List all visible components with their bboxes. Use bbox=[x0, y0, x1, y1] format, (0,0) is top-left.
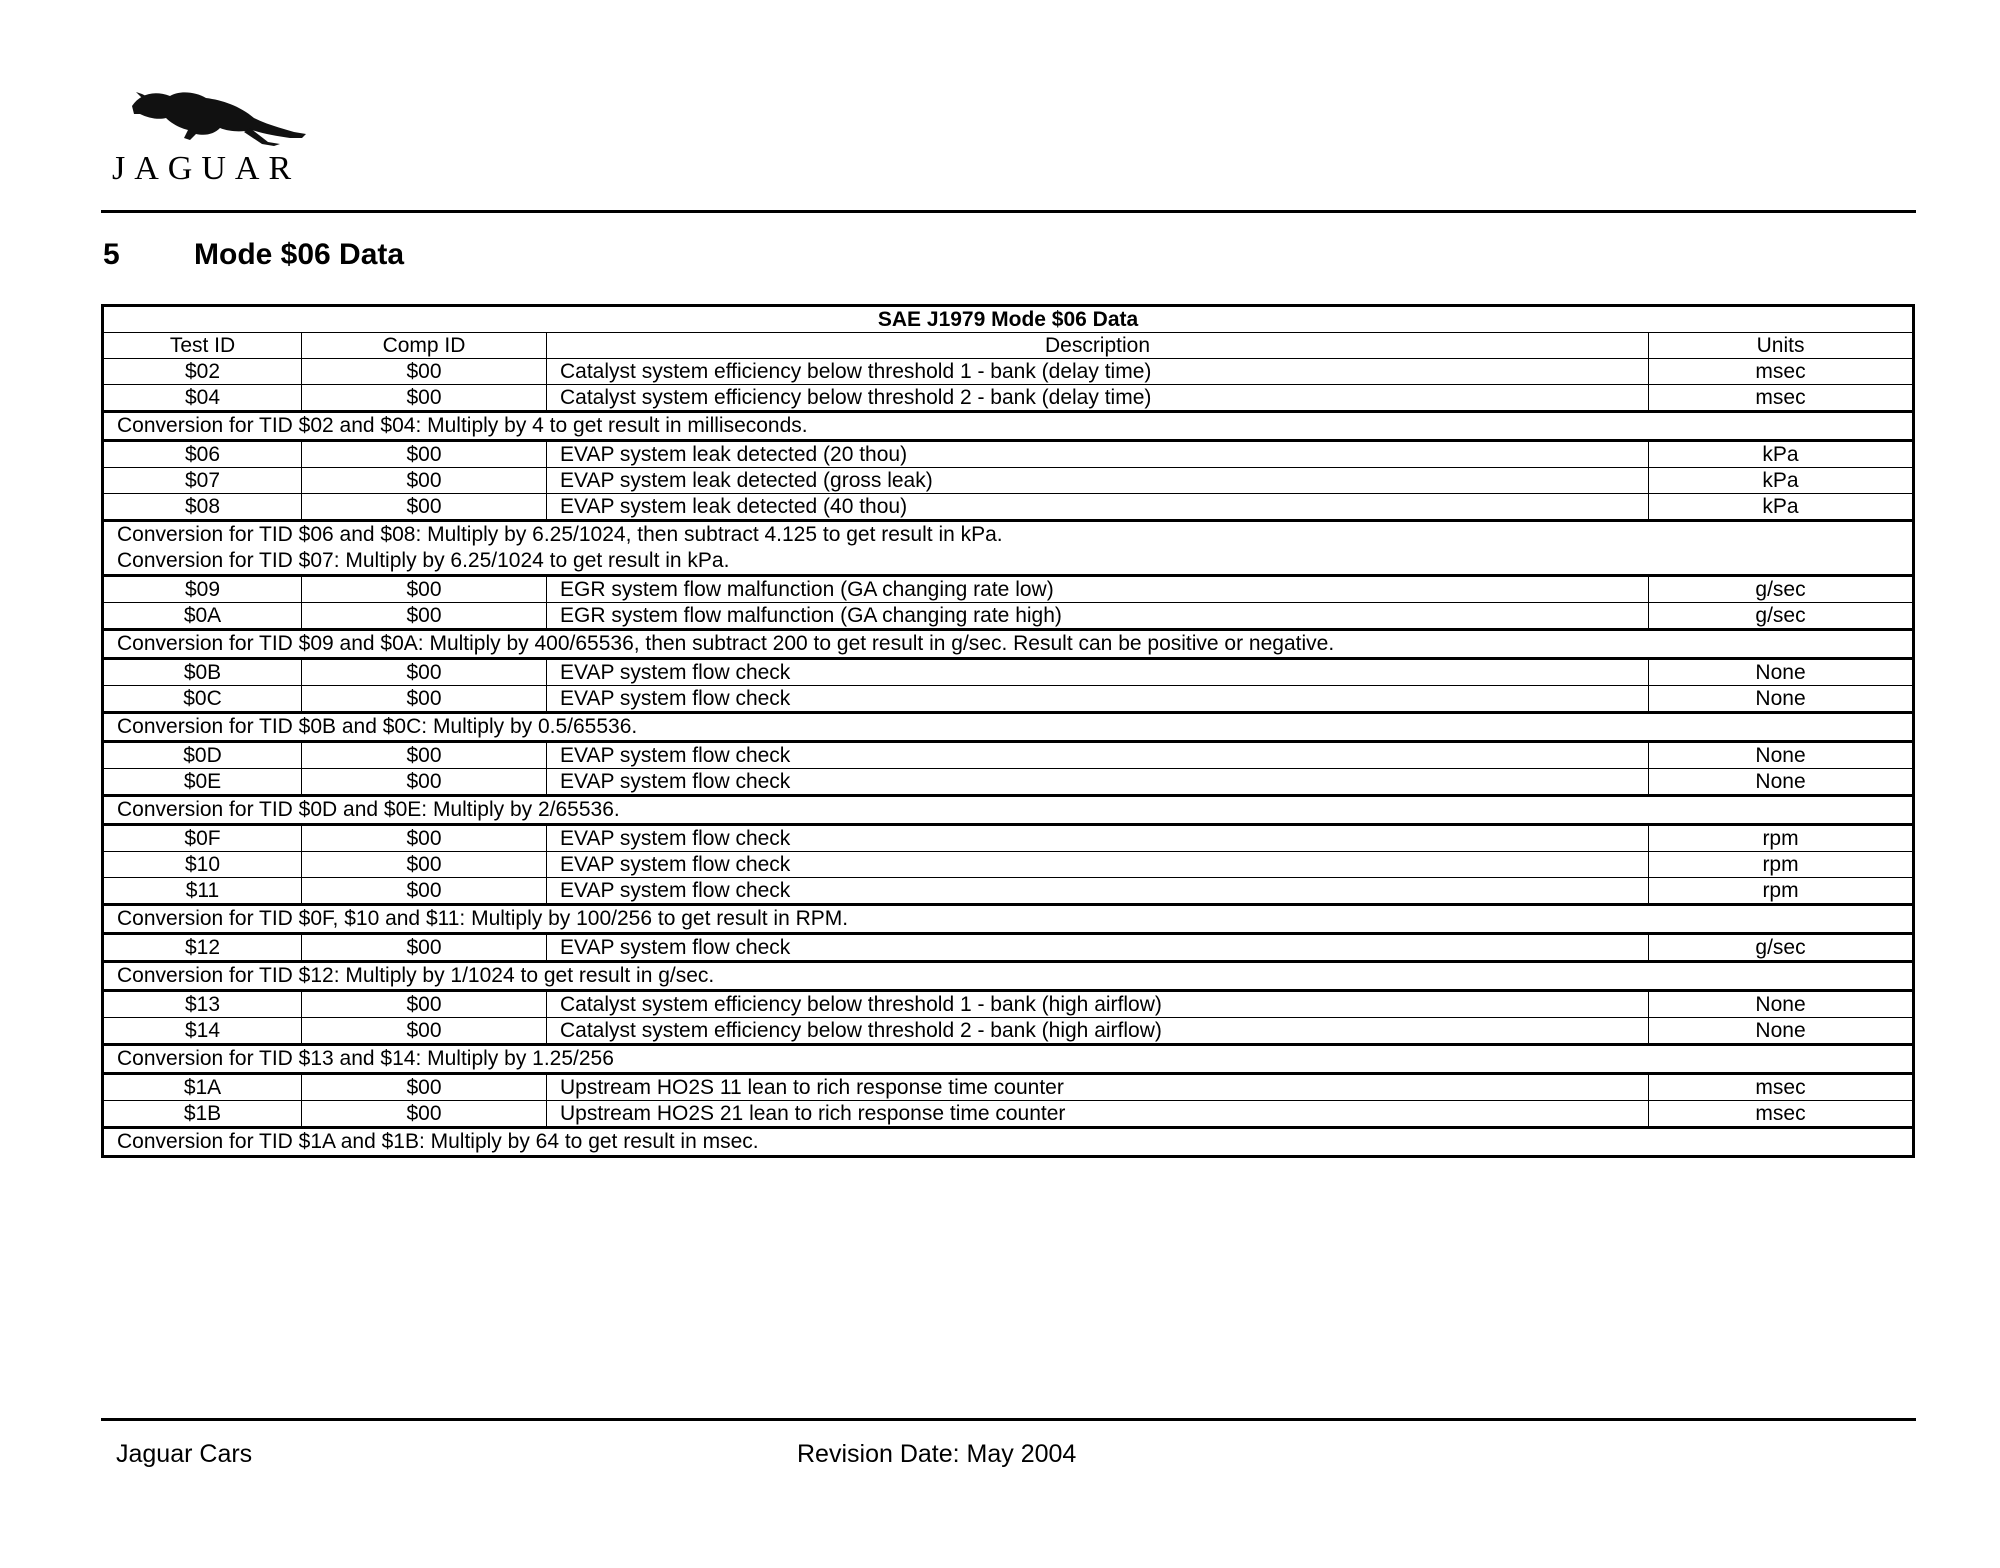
table-row bbox=[103, 385, 1914, 412]
table-header-row bbox=[103, 333, 1914, 359]
cell-comp-id: $00 bbox=[302, 934, 547, 962]
cell-comp-id: $00 bbox=[302, 742, 547, 769]
table-row bbox=[103, 825, 1914, 852]
conversion-note-row bbox=[103, 905, 1914, 934]
table-row bbox=[103, 934, 1914, 962]
cell-description: EVAP system flow check bbox=[547, 659, 1649, 686]
cell-units: None bbox=[1649, 686, 1914, 713]
cell-comp-id: $00 bbox=[302, 468, 547, 494]
cell-comp-id: $00 bbox=[302, 686, 547, 713]
table-row bbox=[103, 441, 1914, 468]
cell-test-id: $13 bbox=[103, 991, 302, 1018]
conversion-note-line: Conversion for TID $13 and $14: Multiply by 1.25/256 bbox=[117, 1047, 614, 1070]
cell-comp-id: $00 bbox=[302, 659, 547, 686]
cell-units: kPa bbox=[1649, 494, 1914, 521]
cell-comp-id: $00 bbox=[302, 878, 547, 905]
cell-comp-id: $00 bbox=[302, 769, 547, 796]
cell-test-id: $0A bbox=[103, 603, 302, 630]
footer-rule bbox=[101, 1418, 1916, 1421]
cell-description: EVAP system flow check bbox=[547, 686, 1649, 713]
cell-units: g/sec bbox=[1649, 576, 1914, 603]
table-row bbox=[103, 1018, 1914, 1045]
table-row bbox=[103, 494, 1914, 521]
cell-description: EVAP system flow check bbox=[547, 878, 1649, 905]
cell-test-id: $1A bbox=[103, 1074, 302, 1101]
cell-comp-id: $00 bbox=[302, 359, 547, 385]
cell-description: EVAP system leak detected (20 thou) bbox=[547, 441, 1649, 468]
cell-description: Catalyst system efficiency below threshold 2 - bank (high airflow) bbox=[547, 1018, 1649, 1045]
cell-test-id: $08 bbox=[103, 494, 302, 521]
cell-description: EGR system flow malfunction (GA changing rate low) bbox=[547, 576, 1649, 603]
cell-test-id: $1B bbox=[103, 1101, 302, 1128]
conversion-note-row bbox=[103, 1045, 1914, 1074]
cell-test-id: $06 bbox=[103, 441, 302, 468]
cell-test-id: $11 bbox=[103, 878, 302, 905]
table-row bbox=[103, 1074, 1914, 1101]
cell-units: msec bbox=[1649, 359, 1914, 385]
conversion-note-line: Conversion for TID $09 and $0A: Multiply by 400/65536, then subtract 200 to get result in g/sec. Result can be positive or negative. bbox=[117, 632, 1335, 655]
table-row bbox=[103, 769, 1914, 796]
cell-units: g/sec bbox=[1649, 603, 1914, 630]
footer-revision-date: Revision Date: May 2004 bbox=[797, 1440, 1077, 1468]
cell-test-id: $0C bbox=[103, 686, 302, 713]
header-rule bbox=[101, 210, 1916, 213]
cell-units: msec bbox=[1649, 1101, 1914, 1128]
conversion-note-row bbox=[103, 796, 1914, 825]
cell-description: Upstream HO2S 21 lean to rich response time counter bbox=[547, 1101, 1649, 1128]
cell-test-id: $07 bbox=[103, 468, 302, 494]
cell-description: EVAP system flow check bbox=[547, 742, 1649, 769]
conversion-note-line: Conversion for TID $07: Multiply by 6.25/1024 to get result in kPa. bbox=[117, 549, 730, 572]
conversion-note bbox=[103, 412, 1914, 441]
cell-test-id: $14 bbox=[103, 1018, 302, 1045]
mode06-table bbox=[101, 304, 1915, 1158]
cell-description: Catalyst system efficiency below threshold 2 - bank (delay time) bbox=[547, 385, 1649, 412]
conversion-note-row bbox=[103, 713, 1914, 742]
cell-units: None bbox=[1649, 659, 1914, 686]
table-row bbox=[103, 991, 1914, 1018]
cell-units: kPa bbox=[1649, 468, 1914, 494]
conversion-note-row bbox=[103, 630, 1914, 659]
cell-test-id: $12 bbox=[103, 934, 302, 962]
cell-units: None bbox=[1649, 769, 1914, 796]
cell-description: EVAP system leak detected (40 thou) bbox=[547, 494, 1649, 521]
column-header-test-id: Test ID bbox=[103, 333, 302, 359]
cell-test-id: $0B bbox=[103, 659, 302, 686]
conversion-note-line: Conversion for TID $02 and $04: Multiply by 4 to get result in milliseconds. bbox=[117, 414, 808, 437]
conversion-note-line: Conversion for TID $0D and $0E: Multiply by 2/65536. bbox=[117, 798, 620, 821]
table-row bbox=[103, 878, 1914, 905]
conversion-note-line: Conversion for TID $06 and $08: Multiply by 6.25/1024, then subtract 4.125 to get result in kPa. bbox=[117, 523, 1003, 546]
footer-company: Jaguar Cars bbox=[116, 1440, 253, 1468]
cell-description: EVAP system flow check bbox=[547, 825, 1649, 852]
cell-description: Catalyst system efficiency below threshold 1 - bank (delay time) bbox=[547, 359, 1649, 385]
jaguar-logo bbox=[112, 84, 322, 194]
conversion-note bbox=[103, 1128, 1914, 1157]
cell-comp-id: $00 bbox=[302, 441, 547, 468]
conversion-note-line: Conversion for TID $1A and $1B: Multiply by 64 to get result in msec. bbox=[117, 1130, 759, 1153]
table-row bbox=[103, 359, 1914, 385]
cell-comp-id: $00 bbox=[302, 852, 547, 878]
cell-comp-id: $00 bbox=[302, 1101, 547, 1128]
cell-units: rpm bbox=[1649, 852, 1914, 878]
table-row bbox=[103, 603, 1914, 630]
table-title: SAE J1979 Mode $06 Data bbox=[103, 306, 1914, 333]
leaping-jaguar-icon bbox=[130, 84, 310, 148]
conversion-note bbox=[103, 905, 1914, 934]
conversion-note-row bbox=[103, 1128, 1914, 1157]
conversion-note-row bbox=[103, 412, 1914, 441]
conversion-note-line: Conversion for TID $12: Multiply by 1/1024 to get result in g/sec. bbox=[117, 964, 715, 987]
table-row bbox=[103, 468, 1914, 494]
conversion-note-line: Conversion for TID $0B and $0C: Multiply by 0.5/65536. bbox=[117, 715, 638, 738]
cell-units: None bbox=[1649, 1018, 1914, 1045]
cell-description: EVAP system flow check bbox=[547, 769, 1649, 796]
cell-test-id: $0D bbox=[103, 742, 302, 769]
table-row bbox=[103, 686, 1914, 713]
conversion-note-line: Conversion for TID $0F, $10 and $11: Multiply by 100/256 to get result in RPM. bbox=[117, 907, 849, 930]
cell-units: msec bbox=[1649, 385, 1914, 412]
cell-test-id: $10 bbox=[103, 852, 302, 878]
table-row bbox=[103, 1101, 1914, 1128]
column-header-comp-id: Comp ID bbox=[302, 333, 547, 359]
cell-comp-id: $00 bbox=[302, 385, 547, 412]
cell-comp-id: $00 bbox=[302, 1074, 547, 1101]
cell-description: Upstream HO2S 11 lean to rich response time counter bbox=[547, 1074, 1649, 1101]
cell-description: EVAP system flow check bbox=[547, 852, 1649, 878]
cell-units: rpm bbox=[1649, 878, 1914, 905]
cell-test-id: $09 bbox=[103, 576, 302, 603]
cell-comp-id: $00 bbox=[302, 991, 547, 1018]
conversion-note-row bbox=[103, 962, 1914, 991]
table-row bbox=[103, 742, 1914, 769]
cell-units: kPa bbox=[1649, 441, 1914, 468]
conversion-note bbox=[103, 1045, 1914, 1074]
conversion-note bbox=[103, 521, 1914, 576]
table-row bbox=[103, 852, 1914, 878]
cell-comp-id: $00 bbox=[302, 603, 547, 630]
cell-test-id: $04 bbox=[103, 385, 302, 412]
cell-test-id: $0E bbox=[103, 769, 302, 796]
cell-units: None bbox=[1649, 991, 1914, 1018]
cell-description: EVAP system leak detected (gross leak) bbox=[547, 468, 1649, 494]
conversion-note bbox=[103, 713, 1914, 742]
section-title: Mode $06 Data bbox=[194, 238, 405, 271]
cell-description: EGR system flow malfunction (GA changing rate high) bbox=[547, 603, 1649, 630]
cell-test-id: $02 bbox=[103, 359, 302, 385]
logo-wordmark: JAGUAR bbox=[112, 150, 301, 187]
cell-units: g/sec bbox=[1649, 934, 1914, 962]
conversion-note bbox=[103, 796, 1914, 825]
cell-description: EVAP system flow check bbox=[547, 934, 1649, 962]
column-header-description: Description bbox=[547, 333, 1649, 359]
cell-units: rpm bbox=[1649, 825, 1914, 852]
cell-comp-id: $00 bbox=[302, 494, 547, 521]
conversion-note bbox=[103, 630, 1914, 659]
cell-test-id: $0F bbox=[103, 825, 302, 852]
cell-units: None bbox=[1649, 742, 1914, 769]
table-row bbox=[103, 659, 1914, 686]
table-row bbox=[103, 576, 1914, 603]
cell-units: msec bbox=[1649, 1074, 1914, 1101]
cell-description: Catalyst system efficiency below threshold 1 - bank (high airflow) bbox=[547, 991, 1649, 1018]
cell-comp-id: $00 bbox=[302, 825, 547, 852]
section-number: 5 bbox=[103, 238, 120, 271]
column-header-units: Units bbox=[1649, 333, 1914, 359]
conversion-note-row bbox=[103, 521, 1914, 576]
conversion-note bbox=[103, 962, 1914, 991]
cell-comp-id: $00 bbox=[302, 1018, 547, 1045]
cell-comp-id: $00 bbox=[302, 576, 547, 603]
